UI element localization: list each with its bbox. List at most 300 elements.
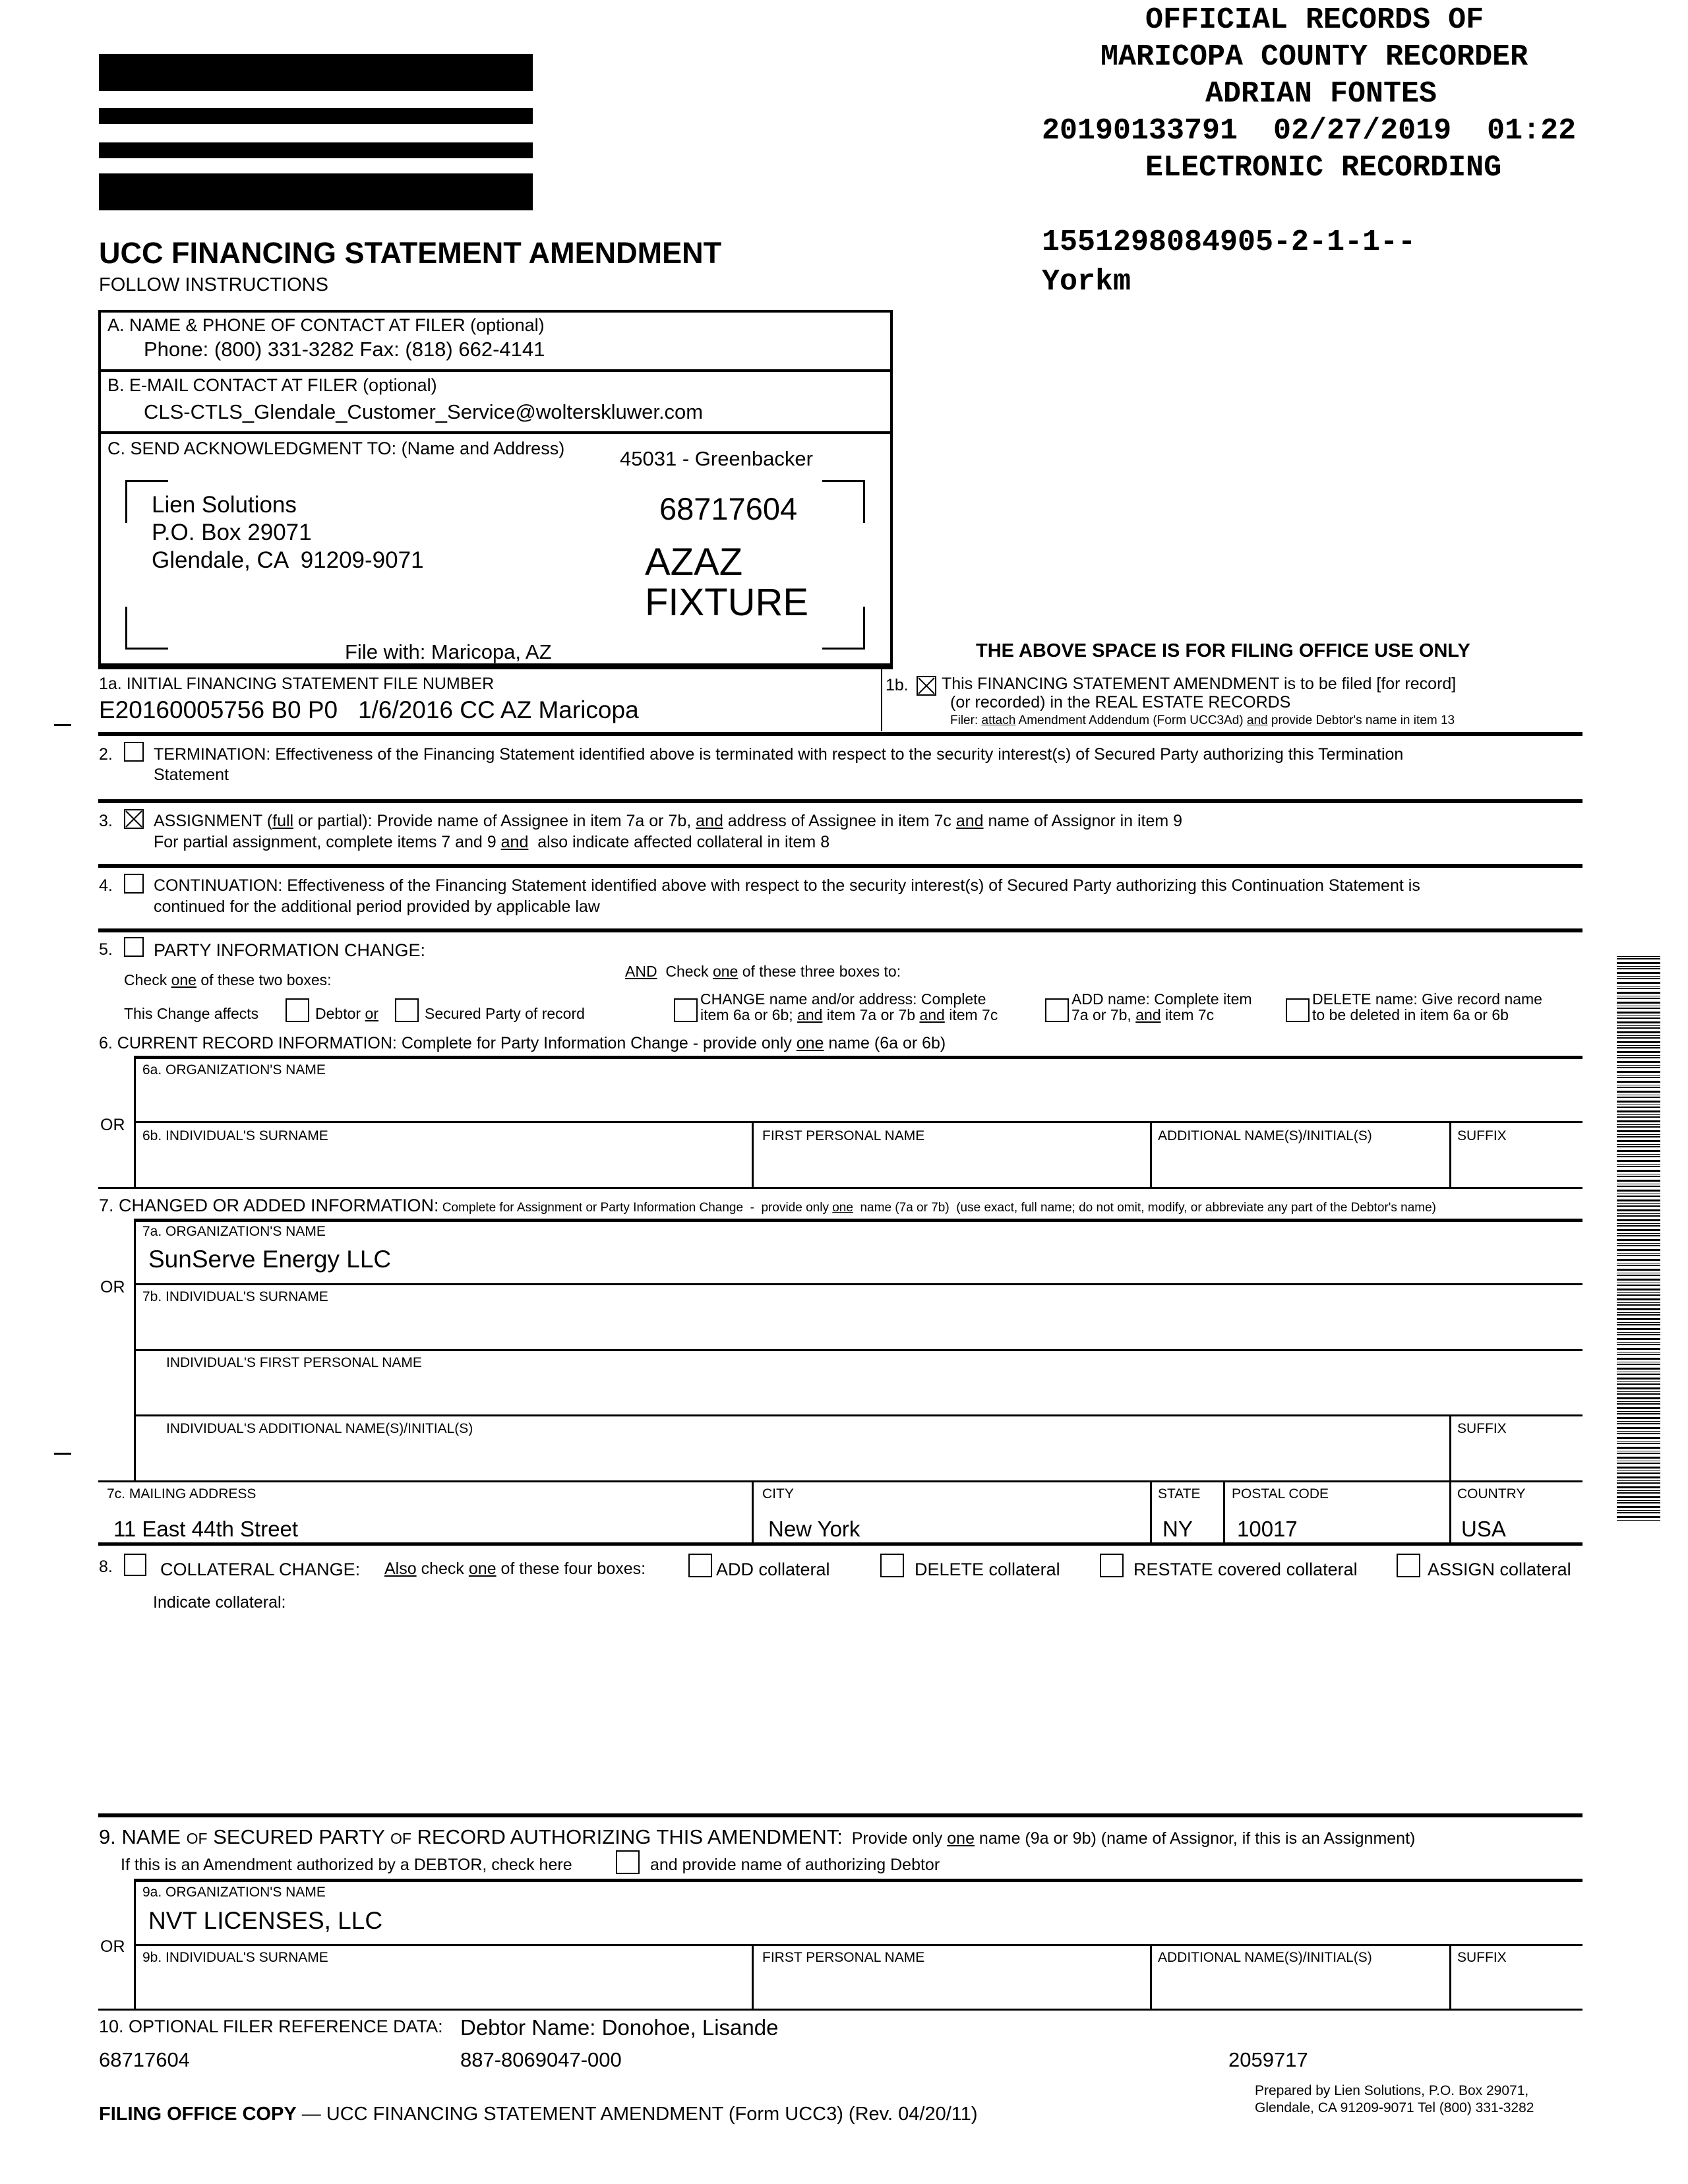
barcode-stripe (1617, 1490, 1660, 1491)
barcode-stripe (1617, 1075, 1660, 1076)
state-value: NY (1162, 1517, 1193, 1541)
item-7-addl-label: INDIVIDUAL'S ADDITIONAL NAME(S)/INITIAL(S) (166, 1421, 473, 1436)
country-label: COUNTRY (1457, 1486, 1526, 1502)
item-7c-label: 7c. MAILING ADDRESS (107, 1486, 256, 1502)
barcode-stripe (1617, 988, 1660, 989)
divider (1150, 1944, 1152, 2010)
barcode-stripe (1617, 1008, 1660, 1009)
barcode-stripe (1617, 1433, 1660, 1434)
divider-thick (134, 1879, 1582, 1882)
change-name-checkbox[interactable] (674, 998, 698, 1022)
form-title: UCC FINANCING STATEMENT AMENDMENT (99, 236, 722, 270)
barcode-stripe (1617, 1308, 1660, 1310)
barcode-stripe (1617, 1116, 1660, 1118)
item-7-title: 7. CHANGED OR ADDED INFORMATION: Complete for Assignment or Party Information Change - provide only one name (7a or 7b) (use exact, full name; do not omit, modify, or abbreviate any part of the Debtor's name) (99, 1196, 1436, 1215)
barcode-stripe (1617, 1322, 1660, 1323)
form-subtitle: FOLLOW INSTRUCTIONS (99, 274, 329, 295)
barcode-stripe (1617, 1055, 1660, 1056)
divider (98, 369, 893, 372)
divider (134, 1121, 1582, 1123)
barcode-stripe (1617, 1364, 1660, 1365)
barcode-stripe (1617, 1496, 1660, 1498)
divider (98, 431, 893, 434)
address-window-corner (822, 607, 865, 650)
barcode-stripe (1617, 1516, 1660, 1518)
barcode-stripe (1617, 962, 1660, 964)
barcode-stripe (1617, 1285, 1660, 1286)
item-2-line2: Statement (154, 766, 229, 784)
barcode-stripe (1617, 1259, 1660, 1261)
barcode-stripe (1617, 1342, 1660, 1343)
postal-value: 10017 (1237, 1517, 1298, 1541)
barcode-stripe (1617, 1374, 1660, 1375)
barcode-stripe (1617, 1431, 1660, 1432)
item-9-debtor-note-b: and provide name of authorizing Debtor (650, 1856, 940, 1874)
item-7-or: OR (100, 1278, 125, 1296)
barcode-stripe (1617, 1199, 1660, 1201)
barcode-stripe (1617, 1190, 1660, 1192)
add-name-line2: 7a or 7b, and item 7c (1071, 1006, 1215, 1023)
barcode-stripe (1617, 1302, 1660, 1303)
item-5-affects: This Change affects (124, 1005, 259, 1022)
barcode-stripe (1617, 1443, 1660, 1444)
barcode-stripe (1617, 1476, 1660, 1478)
barcode-stripe (1617, 1401, 1660, 1402)
barcode-stripe (1617, 1492, 1660, 1494)
barcode-stripe (1617, 1417, 1660, 1419)
city-label: CITY (762, 1486, 794, 1502)
section-a-label: A. NAME & PHONE OF CONTACT AT FILER (optional) (107, 315, 545, 335)
barcode-stripe (1617, 1154, 1660, 1155)
barcode-stripe (1617, 1140, 1660, 1142)
divider-thick (134, 1219, 1582, 1222)
file-with: File with: Maricopa, AZ (345, 640, 552, 663)
barcode-stripe (1617, 1047, 1660, 1048)
divider (1449, 1414, 1451, 1482)
barcode-stripe (1617, 968, 1660, 969)
item-9-suffix-label: SUFFIX (1457, 1950, 1507, 1965)
barcode-stripe (1617, 1021, 1660, 1023)
item-8-title: COLLATERAL CHANGE: (160, 1560, 361, 1579)
delete-name-line2: to be deleted in item 6a or 6b (1312, 1006, 1509, 1023)
barcode-stripe (1617, 1411, 1660, 1412)
barcode-stripe (1617, 1229, 1660, 1231)
barcode-stripe (1617, 1387, 1660, 1389)
item-4-line2: continued for the additional period provided by applicable law (154, 897, 600, 916)
barcode-stripe (1617, 1312, 1660, 1313)
item-1b-line3: Filer: attach Amendment Addendum (Form UCC3Ad) and provide Debtor's name in item 13 (950, 713, 1455, 727)
barcode-stripe (1617, 1091, 1660, 1093)
barcode-stripe (1617, 1294, 1660, 1296)
barcode-stripe (1617, 1249, 1660, 1251)
barcode-stripe (1617, 1289, 1660, 1290)
barcode-stripe (1617, 1225, 1660, 1227)
barcode-stripe (1617, 1413, 1660, 1414)
barcode-stripe (1617, 1239, 1660, 1241)
redaction-bar (99, 54, 533, 91)
item-1b-checkbox-checked[interactable] (917, 676, 936, 696)
item-6b-label: 6b. INDIVIDUAL'S SURNAME (142, 1128, 328, 1143)
barcode-stripe (1617, 1144, 1660, 1145)
barcode-stripe (1617, 1097, 1660, 1098)
barcode-stripe (1617, 1480, 1660, 1481)
item-5-title: PARTY INFORMATION CHANGE: (154, 940, 426, 960)
divider (98, 1187, 1582, 1189)
item-4-num: 4. (99, 876, 113, 895)
debtor-checkbox[interactable] (286, 998, 309, 1022)
termination-checkbox[interactable] (124, 742, 144, 762)
barcode-stripe (1617, 1235, 1660, 1236)
barcode-stripe (1617, 1223, 1660, 1224)
item-10-ref-2: 887-8069047-000 (460, 2048, 622, 2071)
barcode-stripe (1617, 1318, 1660, 1320)
item-9a-label: 9a. ORGANIZATION'S NAME (142, 1885, 326, 1900)
change-name-line2: item 6a or 6b; and item 7a or 7b and item 7c (700, 1006, 998, 1023)
barcode-stripe (1617, 1077, 1660, 1078)
margin-tick (54, 724, 71, 726)
recorder-ref: Yorkm (1042, 265, 1131, 299)
item-5-check-two: Check one of these two boxes: (124, 971, 332, 988)
item-5-and-three: AND Check one of these three boxes to: (625, 963, 901, 980)
ack-code-2: FIXTURE (645, 581, 809, 624)
barcode-stripe (1617, 1298, 1660, 1300)
barcode-stripe (1617, 1180, 1660, 1182)
barcode-stripe (1617, 1500, 1660, 1501)
party-info-change-checkbox[interactable] (124, 937, 144, 957)
delete-name-line1: DELETE name: Give record name (1312, 990, 1542, 1008)
check-x-icon (918, 677, 935, 694)
barcode-stripe (1617, 1025, 1660, 1026)
divider (134, 1944, 1582, 1946)
barcode-stripe (1617, 1031, 1660, 1033)
barcode-stripe (1617, 1012, 1660, 1014)
barcode-stripe (1617, 1348, 1660, 1350)
barcode-stripe (1617, 1463, 1660, 1464)
barcode-stripe (1617, 1130, 1660, 1132)
barcode-stripe (1617, 1378, 1660, 1380)
item-3-line2: For partial assignment, complete items 7 and 9 and also indicate affected collateral in item 8 (154, 833, 830, 851)
barcode-stripe (1617, 1427, 1660, 1429)
ack-address-1: P.O. Box 29071 (152, 520, 312, 545)
barcode-stripe (1617, 998, 1660, 999)
recorder-line: MARICOPA COUNTY RECORDER (1100, 40, 1528, 74)
barcode-stripe (1617, 1205, 1660, 1207)
recorder-line: OFFICIAL RECORDS OF (1145, 3, 1484, 37)
divider (752, 1480, 754, 1544)
item-9-addl-label: ADDITIONAL NAME(S)/INITIAL(S) (1158, 1950, 1372, 1965)
barcode-stripe (1617, 1482, 1660, 1484)
barcode-stripe (1617, 1027, 1660, 1029)
item-6-title: 6. CURRENT RECORD INFORMATION: Complete for Party Information Change - provide only one name (6a or 6b) (99, 1034, 946, 1052)
barcode-stripe (1617, 1253, 1660, 1254)
item-7-first-label: INDIVIDUAL'S FIRST PERSONAL NAME (166, 1355, 422, 1370)
item-6-or: OR (100, 1116, 125, 1134)
item-1b-num: 1b. (886, 676, 909, 694)
barcode-stripe (1617, 1243, 1660, 1244)
divider-thick (134, 1056, 1582, 1059)
barcode-stripe (1617, 1146, 1660, 1147)
ack-code-1: AZAZ (645, 541, 743, 584)
barcode-stripe (1617, 1338, 1660, 1340)
barcode-stripe (1617, 1160, 1660, 1162)
footer-prepared-1: Prepared by Lien Solutions, P.O. Box 29071, (1255, 2083, 1529, 2098)
barcode-stripe (1617, 1334, 1660, 1335)
barcode-stripe (1617, 1314, 1660, 1316)
add-name-line1: ADD name: Complete item (1071, 990, 1252, 1008)
debtor-label: Debtor or (315, 1005, 378, 1022)
delete-name-checkbox[interactable] (1286, 998, 1310, 1022)
divider (1150, 1480, 1152, 1544)
barcode-stripe (1617, 1423, 1660, 1424)
barcode-stripe (1617, 976, 1660, 977)
barcode-stripe (1617, 1065, 1660, 1066)
state-label: STATE (1158, 1486, 1201, 1502)
barcode-stripe (1617, 1275, 1660, 1276)
section-b-value: CLS-CTLS_Glendale_Customer_Service@wolterskluwer.com (144, 400, 704, 423)
barcode-stripe (1617, 1176, 1660, 1177)
restate-collateral-checkbox[interactable] (1100, 1554, 1124, 1577)
divider (98, 1480, 1582, 1482)
barcode-stripe (1617, 1219, 1660, 1221)
barcode-stripe (1617, 1037, 1660, 1039)
item-6-suffix-label: SUFFIX (1457, 1128, 1507, 1143)
barcode-stripe (1617, 1279, 1660, 1281)
filing-office-note: THE ABOVE SPACE IS FOR FILING OFFICE USE ONLY (976, 640, 1470, 661)
barcode-stripe (1617, 1203, 1660, 1204)
barcode-stripe (1617, 1467, 1660, 1469)
ack-name: Lien Solutions (152, 492, 297, 518)
assign-collateral-checkbox[interactable] (1397, 1554, 1420, 1577)
item-6-first-label: FIRST PERSONAL NAME (762, 1128, 925, 1143)
item-9-title: 9. NAME OF SECURED PARTY OF RECORD AUTHORIZING THIS AMENDMENT: Provide only one name (9a or 9b) (name of Assignor, if this is an Assignment) (99, 1825, 1416, 1848)
item-2-line1: TERMINATION: Effectiveness of the Financing Statement identified above is terminated with respect to the security interest(s) of Secured Party authorizing this Termination (154, 745, 1404, 764)
barcode-stripe (1617, 1017, 1660, 1019)
barcode-stripe (1617, 1255, 1660, 1256)
assign-collateral-label: ASSIGN collateral (1428, 1560, 1571, 1579)
item-4-line1: CONTINUATION: Effectiveness of the Financing Statement identified above with respect to the security interest(s) of Secured Party authorizing this Continuation Statement is (154, 876, 1420, 895)
item-1a-value: E20160005756 B0 P0 1/6/2016 CC AZ Maricopa (99, 696, 639, 723)
barcode-stripe (1617, 1107, 1660, 1108)
barcode-stripe (1617, 982, 1660, 984)
postal-label: POSTAL CODE (1232, 1486, 1329, 1502)
barcode-stripe (1617, 1196, 1660, 1197)
delete-collateral-label: DELETE collateral (915, 1560, 1060, 1579)
barcode-stripe (1617, 1437, 1660, 1439)
indicate-collateral-label: Indicate collateral: (153, 1593, 286, 1612)
item-1b-line1: This FINANCING STATEMENT AMENDMENT is to be filed [for record] (942, 675, 1457, 693)
barcode-stripe (1617, 972, 1660, 974)
item-7a-value: SunServe Energy LLC (148, 1246, 392, 1273)
barcode-stripe (1617, 1114, 1660, 1115)
barcode-stripe (1617, 1403, 1660, 1405)
barcode-stripe (1617, 1502, 1660, 1503)
divider-thick (98, 928, 1582, 932)
collateral-change-checkbox[interactable] (124, 1554, 146, 1576)
divider (98, 2009, 1582, 2011)
barcode-stripe (1617, 1067, 1660, 1068)
barcode-stripe (1617, 1061, 1660, 1063)
footer-prepared-2: Glendale, CA 91209-9071 Tel (800) 331-3282 (1255, 2100, 1534, 2115)
barcode-stripe (1617, 1209, 1660, 1211)
barcode-stripe (1617, 1156, 1660, 1157)
barcode-stripe (1617, 1110, 1660, 1112)
divider-thick (98, 1542, 1582, 1546)
item-8-num: 8. (99, 1558, 113, 1576)
item-10-label: 10. OPTIONAL FILER REFERENCE DATA: (99, 2017, 443, 2036)
secured-party-checkbox[interactable] (395, 998, 419, 1022)
barcode-stripe (1617, 1510, 1660, 1511)
barcode-stripe (1617, 1087, 1660, 1088)
barcode-stripe (1617, 1265, 1660, 1266)
barcode-stripe (1617, 1486, 1660, 1488)
barcode-stripe (1617, 1101, 1660, 1103)
barcode-stripe (1617, 978, 1660, 979)
item-3-line1: ASSIGNMENT (full or partial): Provide name of Assignee in item 7a or 7b, and address of Assignee in item 7c and name of Assignor in item 9 (154, 812, 1183, 830)
divider (134, 1414, 1582, 1416)
barcode-stripe (1617, 1304, 1660, 1306)
barcode-stripe (1617, 1233, 1660, 1234)
barcode-stripe (1617, 1368, 1660, 1370)
barcode-stripe (1617, 1421, 1660, 1422)
address-window-corner (822, 480, 865, 523)
divider-thick (98, 864, 1582, 868)
redaction-bar (99, 173, 533, 210)
barcode-stripe (1617, 1344, 1660, 1345)
barcode-stripe (1617, 1124, 1660, 1125)
barcode-stripe (1617, 1407, 1660, 1409)
divider-thick (98, 732, 1582, 736)
barcode-stripe (1617, 966, 1660, 967)
barcode-stripe (1617, 1383, 1660, 1385)
barcode-stripe (1617, 1245, 1660, 1246)
secured-party-label: Secured Party of record (425, 1005, 585, 1022)
barcode-stripe (1617, 1215, 1660, 1217)
divider (881, 669, 882, 731)
divider (1223, 1480, 1225, 1544)
continuation-checkbox[interactable] (124, 874, 144, 894)
item-9b-label: 9b. INDIVIDUAL'S SURNAME (142, 1950, 328, 1965)
item-7b-label: 7b. INDIVIDUAL'S SURNAME (142, 1289, 328, 1304)
barcode-stripe (1617, 1051, 1660, 1053)
barcode-stripe (1617, 1164, 1660, 1165)
item-1a-label: 1a. INITIAL FINANCING STATEMENT FILE NUMBER (99, 675, 495, 693)
item-9a-value: NVT LICENSES, LLC (148, 1907, 383, 1934)
barcode-stripe (1617, 1292, 1660, 1293)
assignment-checkbox-checked[interactable] (124, 809, 144, 829)
add-collateral-checkbox[interactable] (688, 1554, 712, 1577)
divider-thick (98, 1813, 1582, 1817)
barcode-stripe (1617, 1512, 1660, 1513)
item-3-num: 3. (99, 812, 113, 830)
recorder-line: 20190133791 02/27/2019 01:22 (1042, 114, 1577, 148)
item-9-debtor-note-a: If this is an Amendment authorized by a DEBTOR, check here (121, 1856, 572, 1874)
item-9-or: OR (100, 1937, 125, 1956)
change-name-line1: CHANGE name and/or address: Complete (700, 990, 986, 1008)
barcode-stripe (1617, 1520, 1660, 1521)
add-name-checkbox[interactable] (1045, 998, 1069, 1022)
barcode-stripe (1617, 1166, 1660, 1167)
divider (98, 663, 893, 669)
barcode-stripe (1617, 1332, 1660, 1333)
divider (134, 1349, 1582, 1351)
barcode-stripe (1617, 1457, 1660, 1459)
divider (1150, 1121, 1152, 1188)
item-8-also: Also check one of these four boxes: (384, 1560, 646, 1578)
item-5-num: 5. (99, 940, 113, 959)
barcode-stripe (1617, 1126, 1660, 1128)
barcode-stripe (1617, 958, 1660, 959)
barcode-stripe (1617, 1136, 1660, 1138)
section-a-value: Phone: (800) 331-3282 Fax: (818) 662-4141 (144, 338, 545, 361)
item-7a-label: 7a. ORGANIZATION'S NAME (142, 1224, 326, 1239)
item-7-suffix-label: SUFFIX (1457, 1421, 1507, 1436)
item-7c-value: 11 East 44th Street (113, 1517, 299, 1541)
recorder-line: ADRIAN FONTES (1205, 77, 1437, 111)
barcode-stripe (1617, 1071, 1660, 1073)
divider (1449, 1480, 1451, 1544)
barcode-stripe (1617, 1354, 1660, 1355)
recorder-line: ELECTRONIC RECORDING (1145, 151, 1502, 185)
divider (752, 1944, 754, 2010)
redaction-bar (99, 142, 533, 158)
barcode-stripe (1617, 1081, 1660, 1083)
barcode-stripe (1617, 1391, 1660, 1392)
barcode-stripe (1617, 1035, 1660, 1036)
side-barcode (1617, 956, 1660, 1523)
item-10-ref-1: 68717604 (99, 2048, 190, 2071)
barcode-stripe (1617, 1002, 1660, 1004)
divider (1449, 1944, 1451, 2010)
item-1b-line2: (or recorded) in the REAL ESTATE RECORDS (950, 693, 1291, 712)
ack-address-2: Glendale, CA 91209-9071 (152, 547, 424, 573)
delete-collateral-checkbox[interactable] (880, 1554, 904, 1577)
item-9-first-label: FIRST PERSONAL NAME (762, 1950, 925, 1965)
barcode-stripe (1617, 1057, 1660, 1058)
ack-number: 68717604 (659, 491, 798, 526)
barcode-stripe (1617, 1506, 1660, 1508)
divider (134, 1283, 1582, 1285)
barcode-stripe (1617, 1269, 1660, 1271)
divider (1449, 1121, 1451, 1188)
barcode-stripe (1617, 1213, 1660, 1214)
barcode-stripe (1617, 1170, 1660, 1172)
country-value: USA (1461, 1517, 1506, 1541)
barcode-stripe (1617, 992, 1660, 994)
margin-tick (54, 1453, 71, 1455)
section-c-label: C. SEND ACKNOWLEDGMENT TO: (Name and Address) (107, 439, 565, 458)
redaction-bar (99, 108, 533, 124)
divider (752, 1121, 754, 1188)
authorizing-debtor-checkbox[interactable] (616, 1850, 640, 1874)
barcode-stripe (1617, 1472, 1660, 1474)
barcode-stripe (1617, 1358, 1660, 1360)
barcode-stripe (1617, 1397, 1660, 1399)
barcode-stripe (1617, 1328, 1660, 1330)
check-x-icon (125, 810, 142, 828)
address-window-corner (125, 607, 168, 650)
barcode-stripe (1617, 1134, 1660, 1135)
city-value: New York (768, 1517, 860, 1541)
item-10-debtor: Debtor Name: Donohoe, Lisande (460, 2015, 779, 2040)
add-collateral-label: ADD collateral (716, 1560, 830, 1579)
barcode-stripe (1617, 1186, 1660, 1187)
barcode-stripe (1617, 1381, 1660, 1382)
barcode-stripe (1617, 956, 1660, 957)
item-2-num: 2. (99, 745, 113, 764)
barcode-stripe (1617, 1120, 1660, 1122)
barcode-stripe (1617, 1447, 1660, 1449)
restate-collateral-label: RESTATE covered collateral (1133, 1560, 1358, 1579)
